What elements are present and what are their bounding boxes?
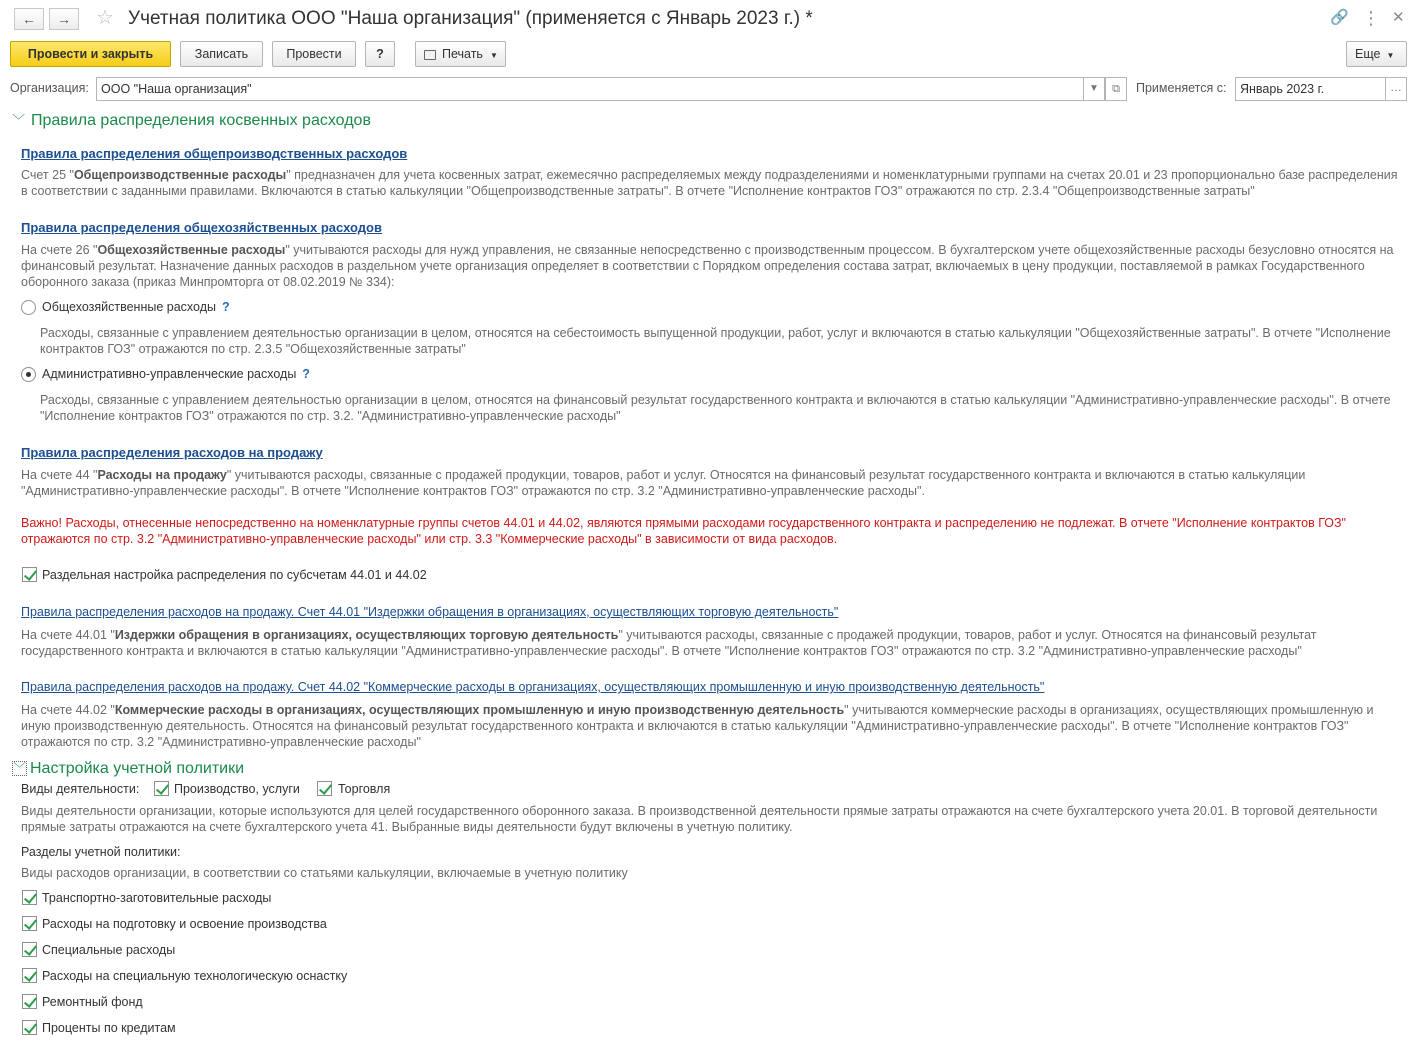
open-window-icon: ⧉ — [1112, 83, 1120, 95]
command-bar — [0, 41, 1424, 69]
window-title: Учетная политика ООО "Наша организация" (применяется с Январь 2023 г.) * — [128, 8, 813, 29]
overhead-description: Счет 25 "Общепроизводственные расходы" предназначен для учета косвенных затрат, ежемесячно распределяемых между подразделениями и номенклатурными группами на счетах 20.01 и 23 пропорционально базе распределения в соответствии с заданными правилами. Включаются в статью калькуляции "Общепроизводственные затраты". В отчете "Исполнение контрактов ГОЗ" отражаются по стр. 2.3.4 "Общепроизводственные затраты" — [21, 168, 1398, 198]
policy-item-label: Расходы на специальную технологическую оснастку — [42, 969, 348, 983]
more-vertical-icon[interactable]: ⋮ — [1362, 8, 1380, 28]
transport-procurement-checkbox[interactable] — [22, 890, 37, 905]
sales-4401-link[interactable]: Правила распределения расходов на продажу. Счет 44.01 "Издержки обращения в организациях, осуществляющих торговую деятельность" — [21, 605, 839, 619]
important-warning: Важно! Расходы, отнесенные непосредственно на номенклатурные группы счетов 44.01 и 44.02, являются прямыми расходами государственного контракта и распределению не подлежат. В отчете "Исполнение контрактов ГОЗ" отражаются по стр. 3.2 "Административно-управленческие расходы" или стр. 3.3 "Коммерческие расходы" в зависимости от вида расходов. — [21, 516, 1346, 546]
chevron-down-icon: ▼ — [489, 51, 498, 60]
print-button[interactable] — [415, 41, 506, 67]
arrow-right-icon: → — [57, 11, 71, 27]
admin-expenses-radio[interactable] — [21, 367, 36, 382]
production-checkbox[interactable] — [154, 781, 169, 796]
policy-item-label: Транспортно-заготовительные расходы — [42, 891, 272, 905]
header-fields — [0, 77, 1424, 101]
post-and-close-button[interactable]: Провести и закрыть — [10, 41, 171, 67]
printer-icon — [424, 50, 436, 60]
policy-item-label: Специальные расходы — [42, 943, 176, 957]
save-button[interactable]: Записать — [180, 41, 263, 67]
policy-item-label: Проценты по кредитам — [42, 1021, 176, 1035]
policy-sections-description: Виды расходов организации, в соответствии со статьями калькуляции, включаемые в учетную политику — [21, 866, 628, 880]
sales-4401-description: На счете 44.01 "Издержки обращения в организациях, осуществляющих торговую деятельность" учитываются расходы, связанные с продажей продукции, товаров, работ и услуг. Относятся на финансовый результат государственного контракта и включаются в статью калькуляции "Административно-управленческие расходы". В отчете "Исполнение контрактов ГОЗ" отражаются по стр. 3.2 "Административно-управленческие расходы" — [21, 628, 1317, 658]
repair-fund-checkbox[interactable] — [22, 994, 37, 1009]
indirect-costs-section-header[interactable] — [12, 111, 371, 131]
admin-expenses-description: Расходы, связанные с управлением деятельностью организации в целом, относятся на финансовый результат государственного контракта и включаются в статью калькуляции "Административно-управленческие расходы". В отчете "Исполнение контрактов ГОЗ" отражаются по стр. 3.2. "Административно-управленческие расходы" — [40, 393, 1391, 423]
chevron-down-icon: ▼ — [1089, 83, 1099, 94]
separate-settings-checkbox[interactable] — [22, 567, 37, 582]
loan-interest-checkbox[interactable] — [22, 1020, 37, 1035]
policy-item-label: Ремонтный фонд — [42, 995, 143, 1009]
help-icon[interactable]: ? — [302, 367, 310, 381]
ellipsis-icon: … — [1390, 80, 1402, 94]
open-button[interactable] — [1105, 77, 1127, 101]
sales-4402-link[interactable]: Правила распределения расходов на продажу. Счет 44.02 "Коммерческие расходы в организациях, осуществляющих промышленную и иную производственную деятельность" — [21, 680, 1045, 694]
overhead-rules-link[interactable]: Правила распределения общепроизводственных расходов — [21, 146, 408, 161]
policy-item-label: Расходы на подготовку и освоение производства — [42, 917, 327, 931]
chevron-down-icon: ﹀ — [12, 113, 26, 128]
select-period-button[interactable] — [1385, 77, 1407, 101]
more-label: Еще — [1355, 47, 1381, 61]
close-icon[interactable]: ✕ — [1392, 9, 1405, 26]
trade-checkbox[interactable] — [317, 781, 332, 796]
print-label: Печать — [442, 47, 483, 61]
sales-rules-link[interactable]: Правила распределения расходов на продажу — [21, 445, 323, 460]
general-expenses-description: Расходы, связанные с управлением деятельностью организации в целом, относятся на себестоимость выпущенной продукции, работ, услуг и включаются в статью калькуляции "Общехозяйственные затраты". В отчете "Исполнение контрактов ГОЗ" отражаются по стр. 2.3.5 "Общехозяйственные затраты" — [40, 326, 1391, 356]
admin-expenses-option: Административно-управленческие расходы ? — [42, 367, 310, 381]
section-title: Настройка учетной политики — [30, 760, 245, 777]
sales-description: На счете 44 "Расходы на продажу" учитываются расходы, связанные с продажей продукции, товаров, работ и услуг. Относятся на финансовый результат государственного контракта и включаются в статью калькуляции "Административно-управленческие расходы". В отчете "Исполнение контрактов ГОЗ" отражаются по стр. 3.2 "Административно-управленческие расходы". — [21, 468, 1306, 498]
link-icon[interactable]: 🔗 — [1330, 9, 1349, 26]
general-rules-link[interactable]: Правила распределения общехозяйственных расходов — [21, 220, 382, 235]
chevron-down-icon: ﹀ — [13, 761, 27, 776]
general-description: На счете 26 "Общехозяйственные расходы" учитываются расходы для нужд управления, не связанные непосредственно с производственным процессом. В бухгалтерском учете общехозяйственные расходы безусловно относятся на финансовый результат. Назначение данных расходов в раздельном учете организация определяет в соответствии с Порядком определения состава затрат, включаемых в цену продукции, поставляемой в рамках Государственного оборонного заказа (приказ Минпромторга от 08.02.2019 № 334): — [21, 243, 1394, 289]
more-button[interactable] — [1346, 41, 1407, 67]
help-button[interactable]: ? — [365, 41, 395, 67]
applies-from-label: Применяется с: — [1136, 81, 1227, 95]
special-tooling-checkbox[interactable] — [22, 968, 37, 983]
arrow-left-icon: ← — [22, 11, 36, 27]
policy-sections-label: Разделы учетной политики: — [21, 845, 181, 859]
production-preparation-checkbox[interactable] — [22, 916, 37, 931]
forward-button[interactable] — [49, 8, 79, 30]
special-expenses-checkbox[interactable] — [22, 942, 37, 957]
applies-from-input[interactable]: Январь 2023 г. — [1235, 77, 1407, 101]
post-button[interactable]: Провести — [272, 41, 356, 67]
activity-types-description: Виды деятельности организации, которые используются для целей государственного оборонного заказа. В производственной деятельности прямые затраты отражаются на счете бухгалтерского учета 20.01. В торговой деятельности прямые затраты отражаются на счете бухгалтерского учета 41. Выбранные виды деятельности будут включены в учетную политику. — [21, 804, 1378, 834]
help-icon[interactable]: ? — [221, 300, 230, 314]
general-expenses-radio[interactable] — [21, 300, 36, 315]
chevron-down-icon: ▼ — [1386, 51, 1395, 60]
title-bar — [0, 0, 1424, 38]
favorite-star-icon[interactable]: ☆ — [96, 7, 114, 29]
section-title: Правила распределения косвенных расходов — [31, 112, 371, 129]
dropdown-button[interactable] — [1083, 77, 1105, 101]
back-button[interactable] — [14, 8, 44, 30]
organization-label: Организация: — [10, 81, 89, 95]
sales-4402-description: На счете 44.02 "Коммерческие расходы в организациях, осуществляющих промышленную и иную производственную деятельность" учитываются коммерческие расходы в организациях, осуществляющих промышленную и иную производственную деятельность. Относятся на финансовый результат государственного контракта и включаются в статью калькуляции "Административно-управленческие расходы". В отчете "Исполнение контрактов ГОЗ" отражаются по стр. 3.2 "Административно-управленческие расходы" — [21, 703, 1374, 749]
general-expenses-option: Общехозяйственные расходы ? — [42, 300, 230, 314]
trade-label: Торговля — [338, 782, 391, 796]
separate-settings-label: Раздельная настройка распределения по субсчетам 44.01 и 44.02 — [42, 568, 427, 582]
production-label: Производство, услуги — [174, 782, 300, 796]
organization-input[interactable]: ООО "Наша организация" — [96, 77, 1105, 101]
policy-settings-section-header[interactable] — [12, 759, 244, 779]
activity-types-label: Виды деятельности: — [21, 782, 140, 796]
